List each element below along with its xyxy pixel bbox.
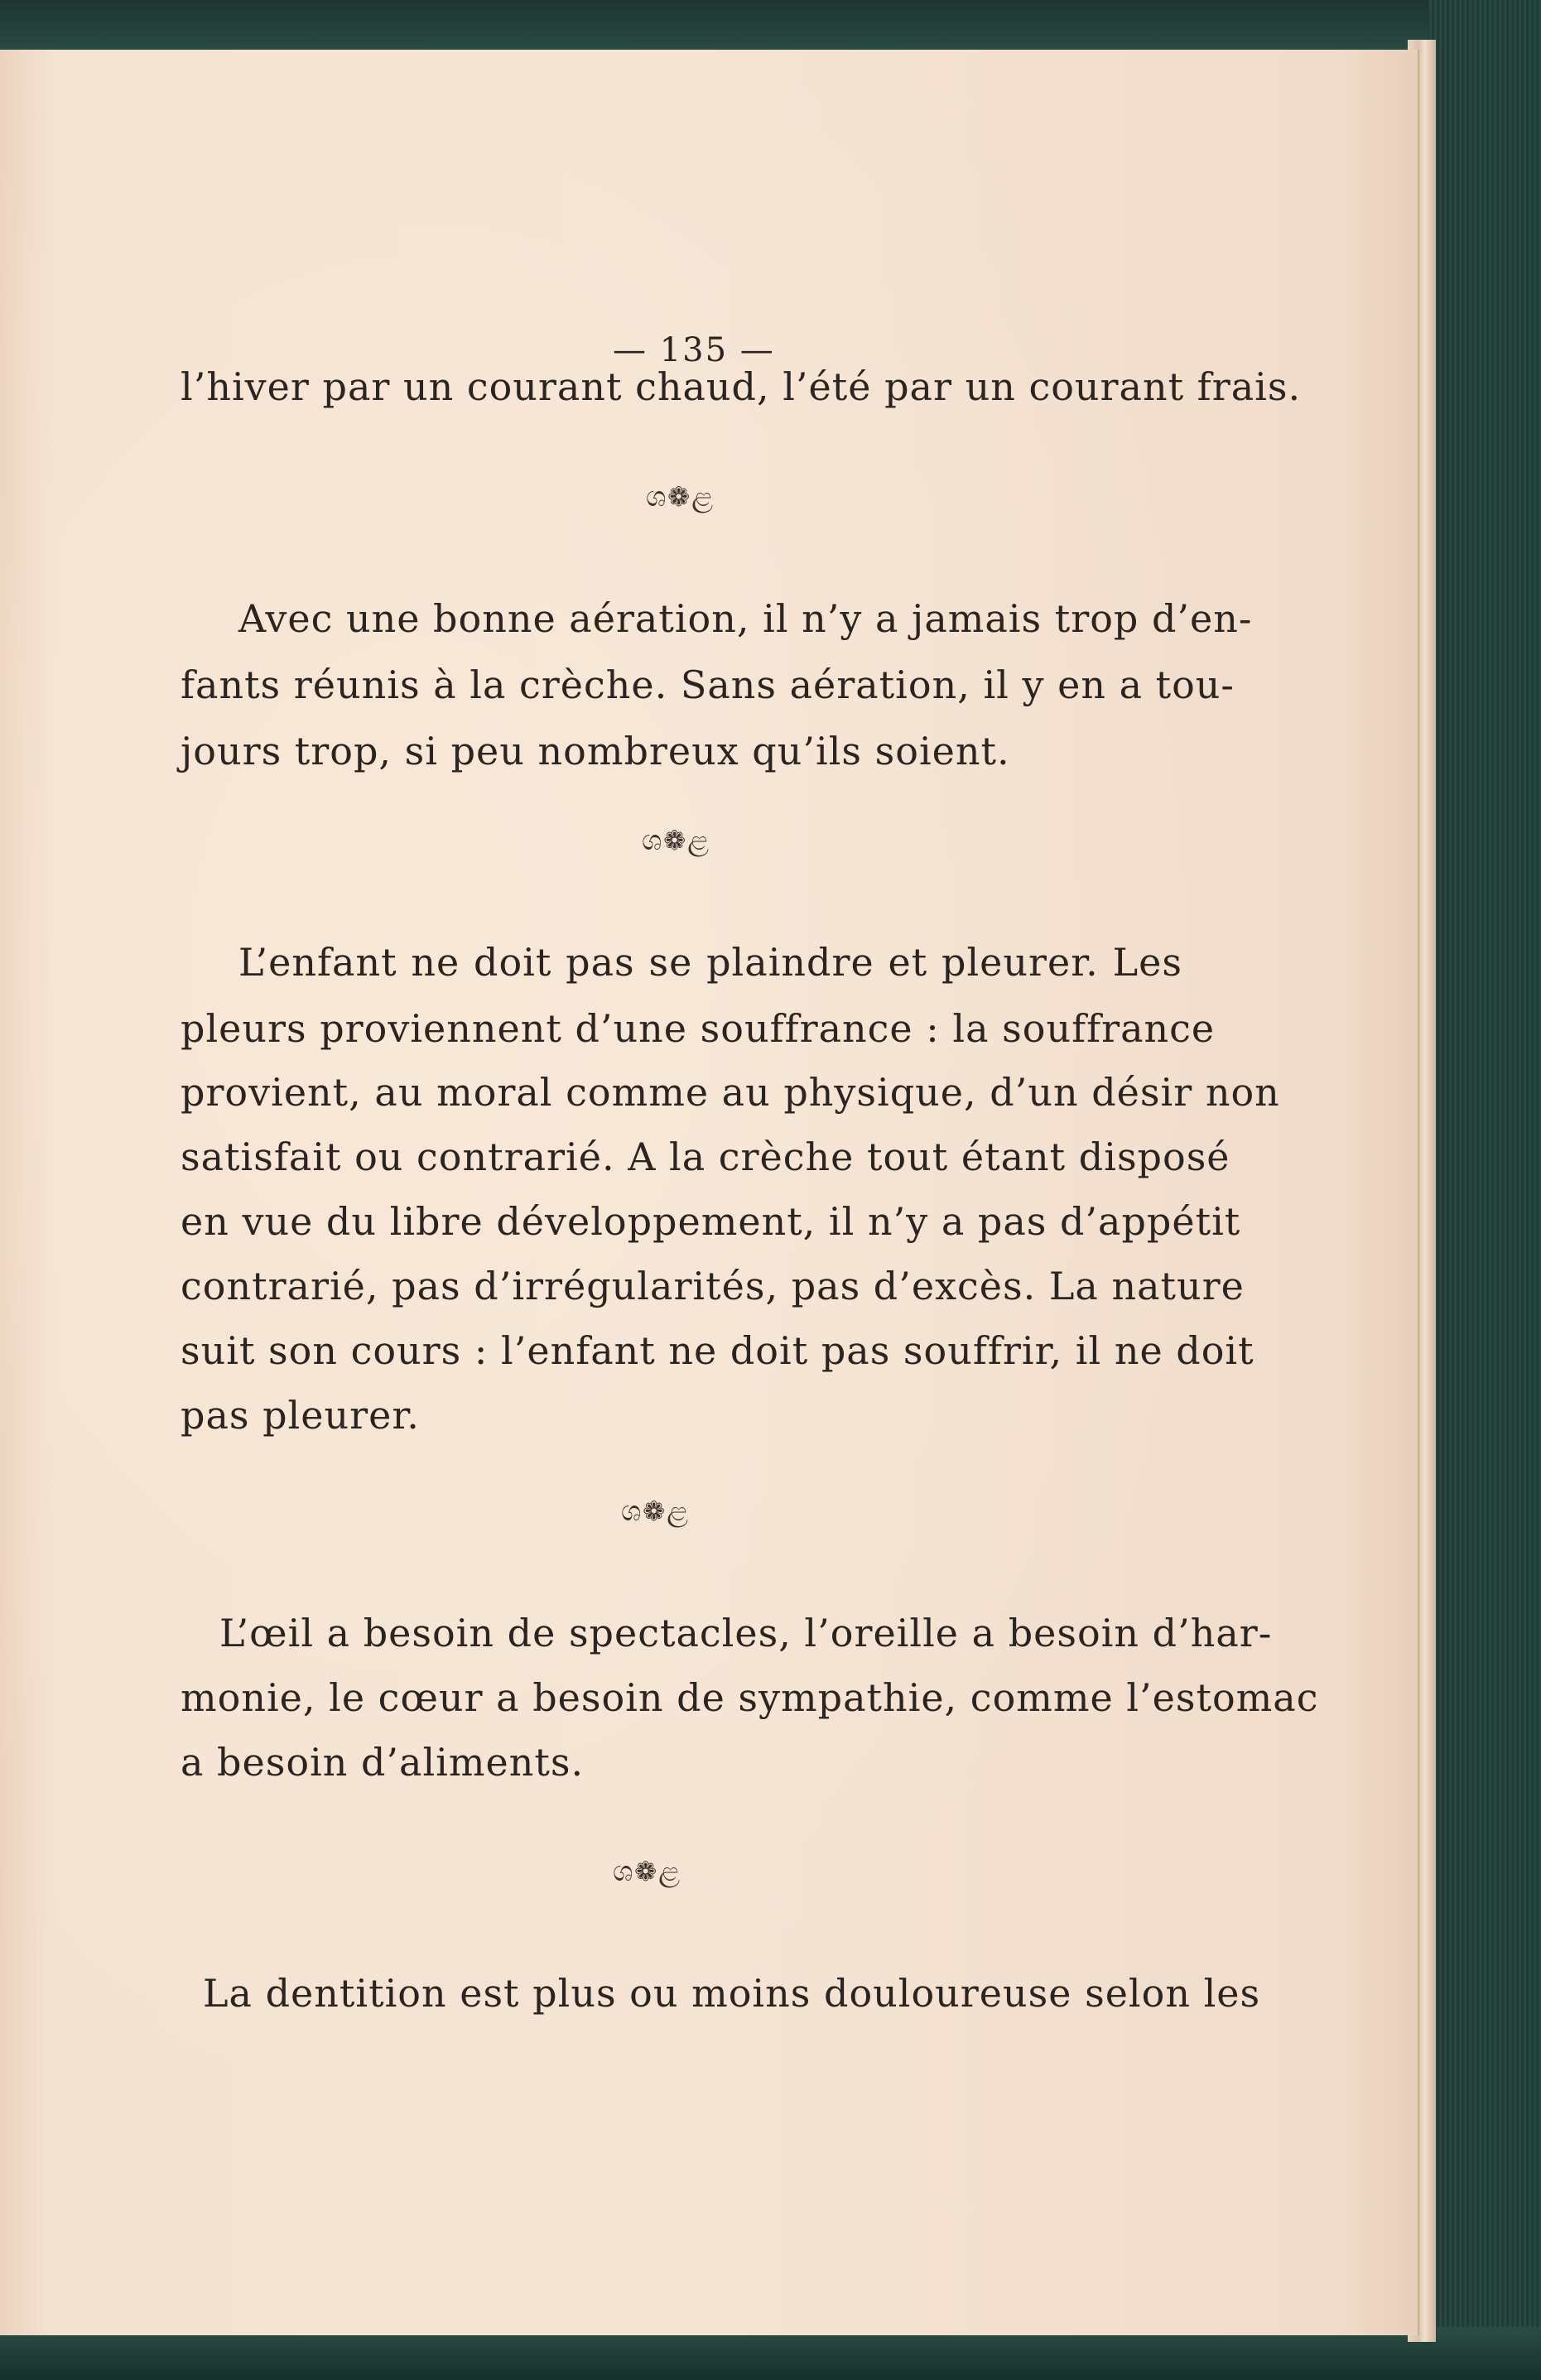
text-line: L’enfant ne doit pas se plaindre et pleurer. Les <box>238 940 1182 985</box>
text-line: pleurs proviennent d’une souffrance : la souffrance <box>181 1006 1216 1051</box>
text-line: contrarié, pas d’irrégularités, pas d’excès. La nature <box>181 1264 1245 1308</box>
text-line: l’hiver par un courant chaud, l’été par un courant frais. <box>181 364 1302 409</box>
text-line: fants réunis à la crèche. Sans aération, il y en a tou- <box>181 662 1235 707</box>
text-line: suit son cours : l’enfant ne doit pas souffrir, il ne doit <box>181 1328 1254 1373</box>
text-line: satisfait ou contrarié. A la crèche tout étant disposé <box>181 1135 1230 1179</box>
ornament-divider: ශ❁ළ <box>613 1855 682 1888</box>
text-line: monie, le cœur a besoin de sympathie, comme l’estomac <box>181 1675 1319 1720</box>
text-line: provient, au moral comme au physique, d’un désir non <box>181 1070 1280 1115</box>
text-line: L’œil a besoin de spectacles, l’oreille a besoin d’har- <box>219 1611 1273 1655</box>
page-number: — 135 — <box>613 331 775 369</box>
text-line: Avec une bonne aération, il n’y a jamais trop d’en- <box>238 596 1253 641</box>
text-line: a besoin d’aliments. <box>181 1740 585 1785</box>
ornament-divider: ශ❁ළ <box>621 1495 691 1528</box>
text-line: pas pleurer. <box>181 1393 420 1438</box>
text-line: La dentition est plus ou moins douloureuse selon les <box>203 1971 1261 2016</box>
ornament-divider: ශ❁ළ <box>642 824 711 857</box>
book-page <box>0 50 1419 2335</box>
text-line: jours trop, si peu nombreux qu’ils soient. <box>181 729 1010 773</box>
book-cover-top <box>0 0 1541 50</box>
text-line: en vue du libre développement, il n’y a pas d’appétit <box>181 1199 1241 1244</box>
ornament-divider: ශ❁ළ <box>646 480 715 513</box>
book-cover-right <box>1428 0 1541 2380</box>
